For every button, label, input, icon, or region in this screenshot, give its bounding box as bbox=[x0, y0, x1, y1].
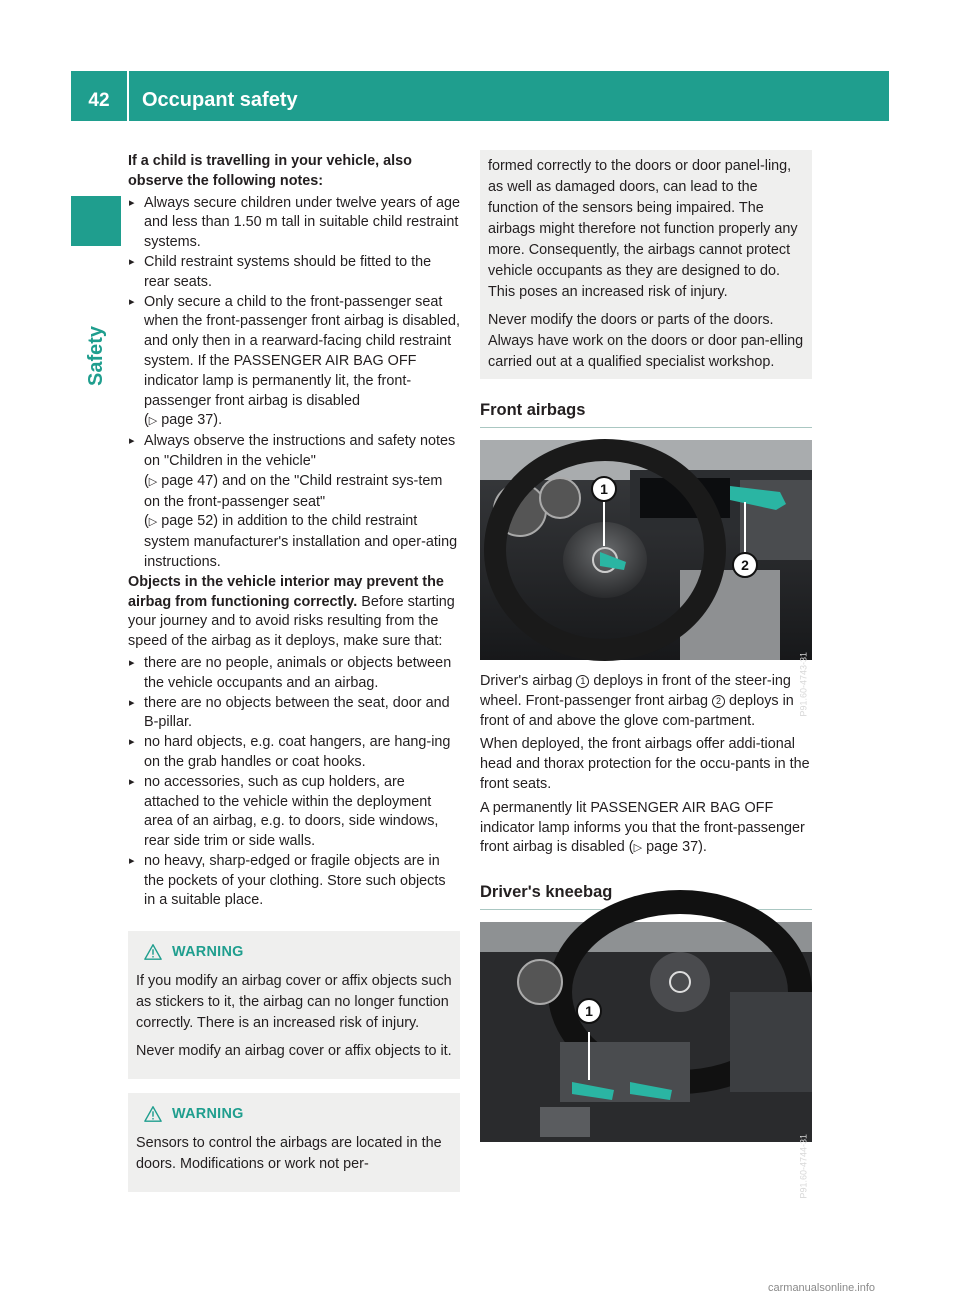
front-airbags-heading: Front airbags bbox=[480, 401, 812, 428]
list-item: ▸ Child restraint systems should be fitted to the rear seats. bbox=[128, 253, 460, 293]
warning-title: WARNING bbox=[172, 944, 244, 961]
callout-ref-2: 2 bbox=[712, 695, 725, 708]
callout-line bbox=[588, 1032, 590, 1080]
objects-heading: Objects in the vehicle interior may prevent the airbag from functioning correctly. bbox=[128, 573, 444, 610]
arrow-icon: ▷ bbox=[148, 516, 158, 529]
kneebag-illustration bbox=[480, 922, 812, 1142]
warning-triangle-icon bbox=[144, 943, 162, 961]
callout-1: 1 bbox=[576, 998, 602, 1024]
warning-text: Sensors to control the airbags are located in the doors. Modifications or work not per- bbox=[136, 1135, 442, 1173]
warning-title: WARNING bbox=[172, 1106, 244, 1123]
page-ref-link[interactable]: page 52) in addition to the child restraint system manufacturer's installation and oper-ating instructions. bbox=[144, 513, 458, 570]
para-text: A permanently lit PASSENGER AIR BAG OFF indicator lamp informs you that the front-passenger front airbag is disabled ( bbox=[480, 799, 805, 856]
footer-watermark: carmanualsonline.info bbox=[768, 1282, 876, 1294]
list-item: ▸ Always observe the instructions and safety notes on "Children in the vehicle" (▷ page 47) and on the "Child restraint sys-tem on the front-passenger seat" (▷ page 52) in addition to the child restraint system manufacturer's installation and oper-ating instructions. bbox=[128, 432, 460, 573]
warning-text: formed correctly to the doors or door panel-ling, as well as damaged doors, can lead to the function of the sensors being impaired. The airbags might therefore not function properly any more. Consequently, the airbags cannot protect vehicle occupants as they are designed to do. This poses an increased risk of injury. bbox=[488, 158, 798, 300]
objects-list bbox=[128, 654, 460, 911]
warning-box bbox=[128, 931, 460, 1079]
child-intro: If a child is travelling in your vehicle, also observe the following notes: bbox=[128, 153, 412, 189]
callout-line bbox=[744, 502, 746, 552]
warning-text: If you modify an airbag cover or affix objects such as stickers to it, the airbag can no longer function correctly. There is an increased risk of injury. bbox=[136, 973, 452, 1032]
desc-text: deploys in front of and above the glove com-partment. bbox=[480, 692, 794, 729]
warning-triangle-icon bbox=[144, 1105, 162, 1123]
list-item: ▸ no accessories, such as cup holders, are attached to the vehicle within the deployment area of an airbag, e.g. to doors, side windows, rear side trim or side walls. bbox=[128, 773, 460, 852]
child-notes-list bbox=[128, 194, 460, 573]
page-ref-link[interactable]: page 37). bbox=[646, 839, 707, 856]
callout-1: 1 bbox=[591, 476, 617, 502]
list-item: ▸ no hard objects, e.g. coat hangers, are hang-ing on the grab handles or coat hooks. bbox=[128, 733, 460, 773]
desc-text: deploys in front of the steer-ing wheel. Front-passenger front airbag bbox=[480, 673, 791, 709]
front-airbags-para bbox=[480, 799, 812, 859]
header-divider bbox=[127, 71, 129, 121]
side-tab-marker bbox=[71, 196, 121, 246]
side-tab-label: Safety bbox=[85, 325, 107, 386]
right-column bbox=[480, 150, 812, 1199]
warning-box bbox=[128, 1093, 460, 1192]
kneebag-image bbox=[480, 922, 812, 1199]
dashboard-illustration bbox=[480, 440, 812, 660]
page-ref-link[interactable]: page 47) and on the "Child restraint sys-tem on the front-passenger seat" bbox=[144, 472, 443, 510]
arrow-icon: ▷ bbox=[148, 475, 158, 488]
list-item: ▸ Only secure a child to the front-passenger seat when the front-passenger front airbag is disabled, and only then in a rearward-facing child restraint system. If the PASSENGER AIR BAG OFF indicator lamp is permanently lit, the front-passenger front airbag is disabled (▷ page 37). bbox=[128, 293, 460, 433]
desc-text: Driver's airbag bbox=[480, 673, 573, 689]
callout-2: 2 bbox=[732, 552, 758, 578]
page-ref-link[interactable]: page 37). bbox=[161, 412, 223, 429]
list-item-text: Only secure a child to the front-passenger seat when the front-passenger front airbag is disabled, and only then in a rearward-facing child restraint system. If the PASSENGER AIR BAG OFF indicator lamp is permanently lit, the front-passenger front airbag is disabled bbox=[144, 293, 460, 409]
callout-ref-1: 1 bbox=[576, 675, 589, 688]
objects-paragraph bbox=[128, 573, 460, 652]
arrow-icon: ▷ bbox=[633, 842, 643, 855]
page-number: 42 bbox=[88, 90, 110, 111]
warning-text: Never modify the doors or parts of the doors. Always have work on the doors or door pan-elling carried out at a qualified specialist workshop. bbox=[488, 312, 804, 370]
warning-header bbox=[144, 1105, 452, 1123]
front-airbags-para: When deployed, the front airbags offer addi-tional head and thorax protection for the occu-pants in the front seats. bbox=[480, 736, 810, 792]
list-item: ▸ there are no objects between the seat, door and B-pillar. bbox=[128, 694, 460, 734]
list-item-text: Always observe the instructions and safety notes on "Children in the vehicle" bbox=[144, 433, 456, 469]
warning-header bbox=[144, 943, 452, 961]
kneebag-heading: Driver's kneebag bbox=[480, 883, 812, 910]
page-title: Occupant safety bbox=[142, 89, 298, 111]
warning-box-continued bbox=[480, 150, 812, 379]
list-item: ▸ no heavy, sharp-edged or fragile objects are in the pockets of your clothing. Store such objects in a suitable place. bbox=[128, 852, 460, 911]
callout-line bbox=[603, 498, 605, 546]
list-item: ▸ there are no people, animals or objects between the vehicle occupants and an airbag. bbox=[128, 654, 460, 694]
image-code: P91.60-4743-31 bbox=[799, 652, 809, 717]
image-code: P91.60-4744-31 bbox=[799, 1134, 809, 1199]
list-item: ▸ Always secure children under twelve years of age and less than 1.50 m tall in suitable child restraint systems. bbox=[128, 194, 460, 253]
front-airbags-description bbox=[480, 672, 812, 731]
warning-text: Never modify an airbag cover or affix objects to it. bbox=[136, 1043, 452, 1060]
left-column bbox=[128, 152, 460, 1192]
arrow-icon: ▷ bbox=[148, 415, 158, 428]
objects-text: Before starting your journey and to avoid risks resulting from the speed of the airbag as it deploys, make sure that: bbox=[128, 593, 455, 650]
